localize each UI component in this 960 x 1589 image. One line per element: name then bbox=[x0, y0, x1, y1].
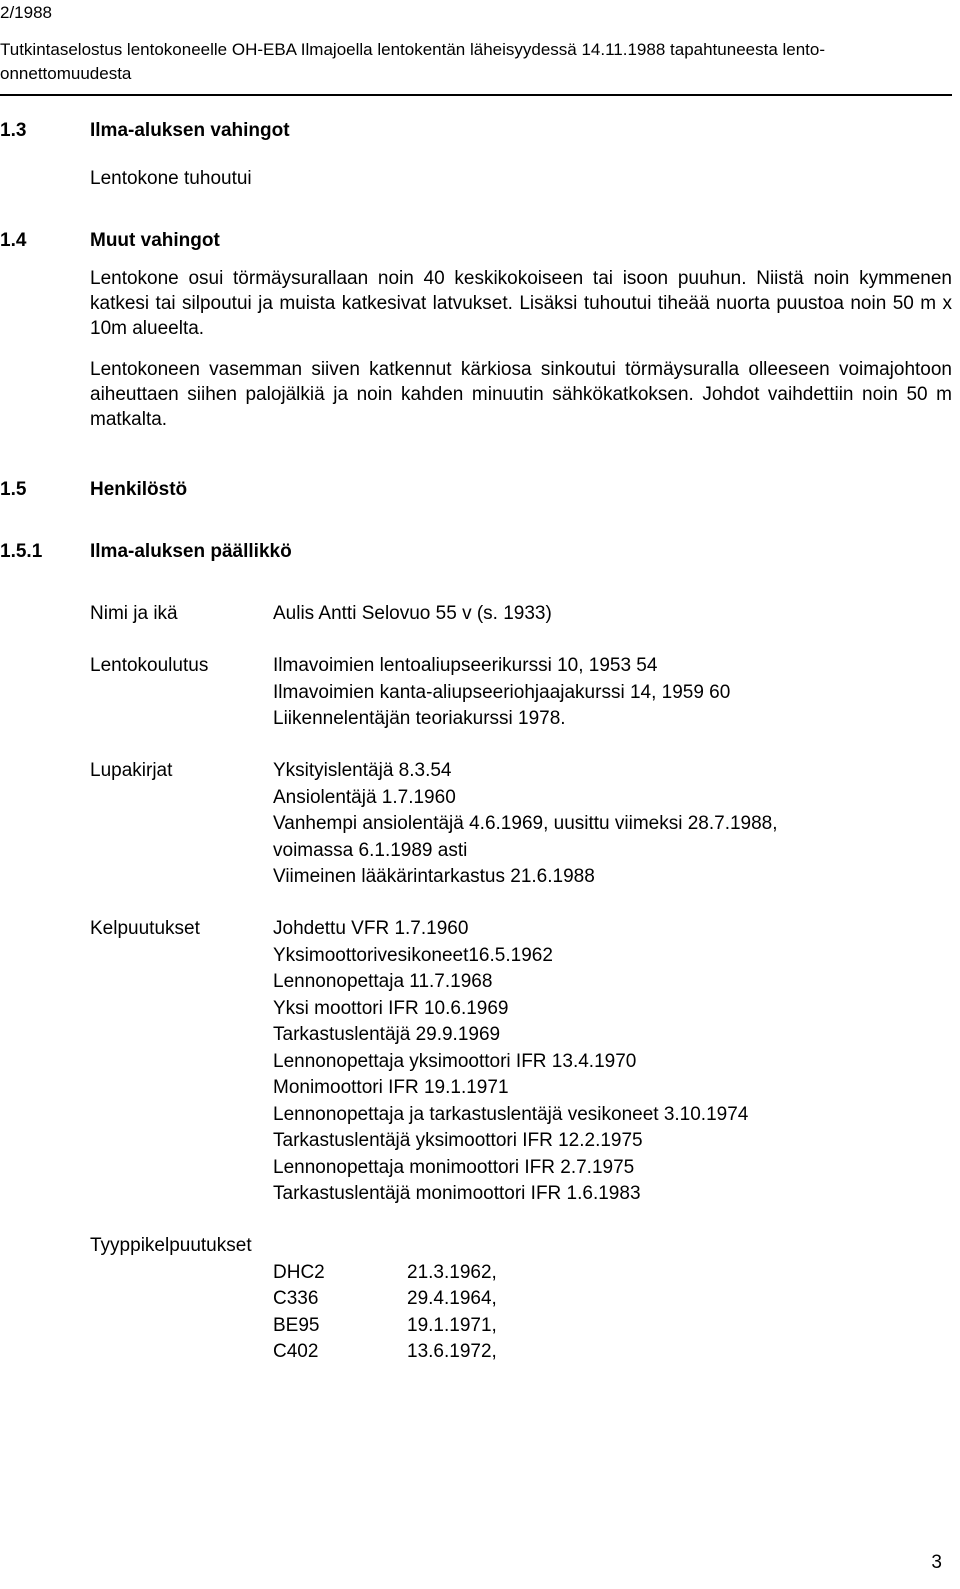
section-number: 1.5 bbox=[0, 479, 27, 500]
type-rating-date: 19.1.1971, bbox=[407, 1315, 497, 1336]
type-rating-date: 13.6.1972, bbox=[407, 1341, 497, 1362]
section-number: 1.4 bbox=[0, 230, 27, 251]
rating-item: Lennonopettaja ja tarkastuslentäjä vesikoneet 3.10.1974 bbox=[273, 1104, 749, 1125]
section-title: Henkilöstö bbox=[90, 479, 188, 500]
rating-item: Tarkastuslentäjä 29.9.1969 bbox=[273, 1024, 501, 1045]
type-rating-date: 29.4.1964, bbox=[407, 1288, 497, 1309]
section-text-1-3: Lentokone tuhoutui bbox=[90, 168, 252, 189]
training-label: Lentokoulutus bbox=[90, 655, 209, 676]
rating-item: Tarkastuslentäjä monimoottori IFR 1.6.1983 bbox=[273, 1183, 641, 1204]
name-value: Aulis Antti Selovuo 55 v (s. 1933) bbox=[273, 603, 552, 624]
section-heading-1-4 bbox=[0, 228, 220, 253]
rating-item: Tarkastuslentäjä yksimoottori IFR 12.2.1975 bbox=[273, 1130, 643, 1151]
type-rating-code: C402 bbox=[273, 1341, 319, 1362]
name-label: Nimi ja ikä bbox=[90, 603, 178, 624]
training-item: Liikennelentäjän teoriakurssi 1978. bbox=[273, 708, 566, 729]
licences-label: Lupakirjat bbox=[90, 760, 173, 781]
rating-item: Lennonopettaja 11.7.1968 bbox=[273, 971, 493, 992]
section-number: 1.3 bbox=[0, 120, 27, 141]
section-title: Muut vahingot bbox=[90, 230, 220, 251]
rating-item: Monimoottori IFR 19.1.1971 bbox=[273, 1077, 509, 1098]
type-ratings-label: Tyyppikelpuutukset bbox=[90, 1235, 252, 1256]
training-item: Ilmavoimien lentoaliupseerikurssi 10, 1953 54 bbox=[273, 655, 658, 676]
paragraph-damage-trees: Lentokone osui törmäysurallaan noin 40 keskikokoiseen tai isoon puuhun. Niistä noin kymmenen katkesi tai silpoutui ja muista katkesivat latvukset. Lisäksi tuhoutui tiheää nuorta puustoa noin 50 m x 10m alueelta. bbox=[90, 268, 952, 339]
rating-item: Yksi moottori IFR 10.6.1969 bbox=[273, 998, 509, 1019]
section-title: Ilma-aluksen päällikkö bbox=[90, 541, 292, 562]
page-number: 3 bbox=[931, 1552, 942, 1573]
type-rating-date: 21.3.1962, bbox=[407, 1262, 497, 1283]
ratings-label: Kelpuutukset bbox=[90, 918, 200, 939]
type-rating-code: DHC2 bbox=[273, 1262, 325, 1283]
header-rule bbox=[0, 94, 952, 96]
licence-item: Viimeinen lääkärintarkastus 21.6.1988 bbox=[273, 866, 595, 887]
type-rating-code: BE95 bbox=[273, 1315, 320, 1336]
section-heading-1-5-1 bbox=[0, 539, 292, 564]
section-heading-1-3 bbox=[0, 118, 290, 143]
rating-item: Yksimoottorivesikoneet16.5.1962 bbox=[273, 945, 553, 966]
paragraph-damage-powerline: Lentokoneen vasemman siiven katkennut kärkiosa sinkoutui törmäysuralla olleeseen voimajohtoon aiheuttaen siihen palojälkiä ja noin kahden minuutin sähkökatkoksen. Johdot vaihdettiin noin 50 m matkalta. bbox=[90, 359, 952, 430]
section-heading-1-5 bbox=[0, 477, 187, 502]
type-rating-code: C336 bbox=[273, 1288, 319, 1309]
rating-item: Johdettu VFR 1.7.1960 bbox=[273, 918, 469, 939]
rating-item: Lennonopettaja monimoottori IFR 2.7.1975 bbox=[273, 1157, 635, 1178]
section-number: 1.5.1 bbox=[0, 541, 43, 562]
training-item: Ilmavoimien kanta-aliupseeriohjaajakurssi 14, 1959 60 bbox=[273, 682, 731, 703]
licence-item: Ansiolentäjä 1.7.1960 bbox=[273, 787, 456, 808]
rating-item: Lennonopettaja yksimoottori IFR 13.4.1970 bbox=[273, 1051, 637, 1072]
doc-number: 2/1988 bbox=[0, 3, 52, 22]
licence-item: Vanhempi ansiolentäjä 4.6.1969, uusittu viimeksi 28.7.1988, bbox=[273, 813, 778, 834]
section-title: Ilma-aluksen vahingot bbox=[90, 120, 290, 141]
licence-item: Yksityislentäjä 8.3.54 bbox=[273, 760, 452, 781]
licence-item: voimassa 6.1.1989 asti bbox=[273, 840, 468, 861]
doc-title: Tutkintaselostus lentokoneelle OH-EBA Ilmajoella lentokentän läheisyydessä 14.11.1988 tapahtuneesta lento-onnettomuudesta bbox=[0, 40, 826, 83]
